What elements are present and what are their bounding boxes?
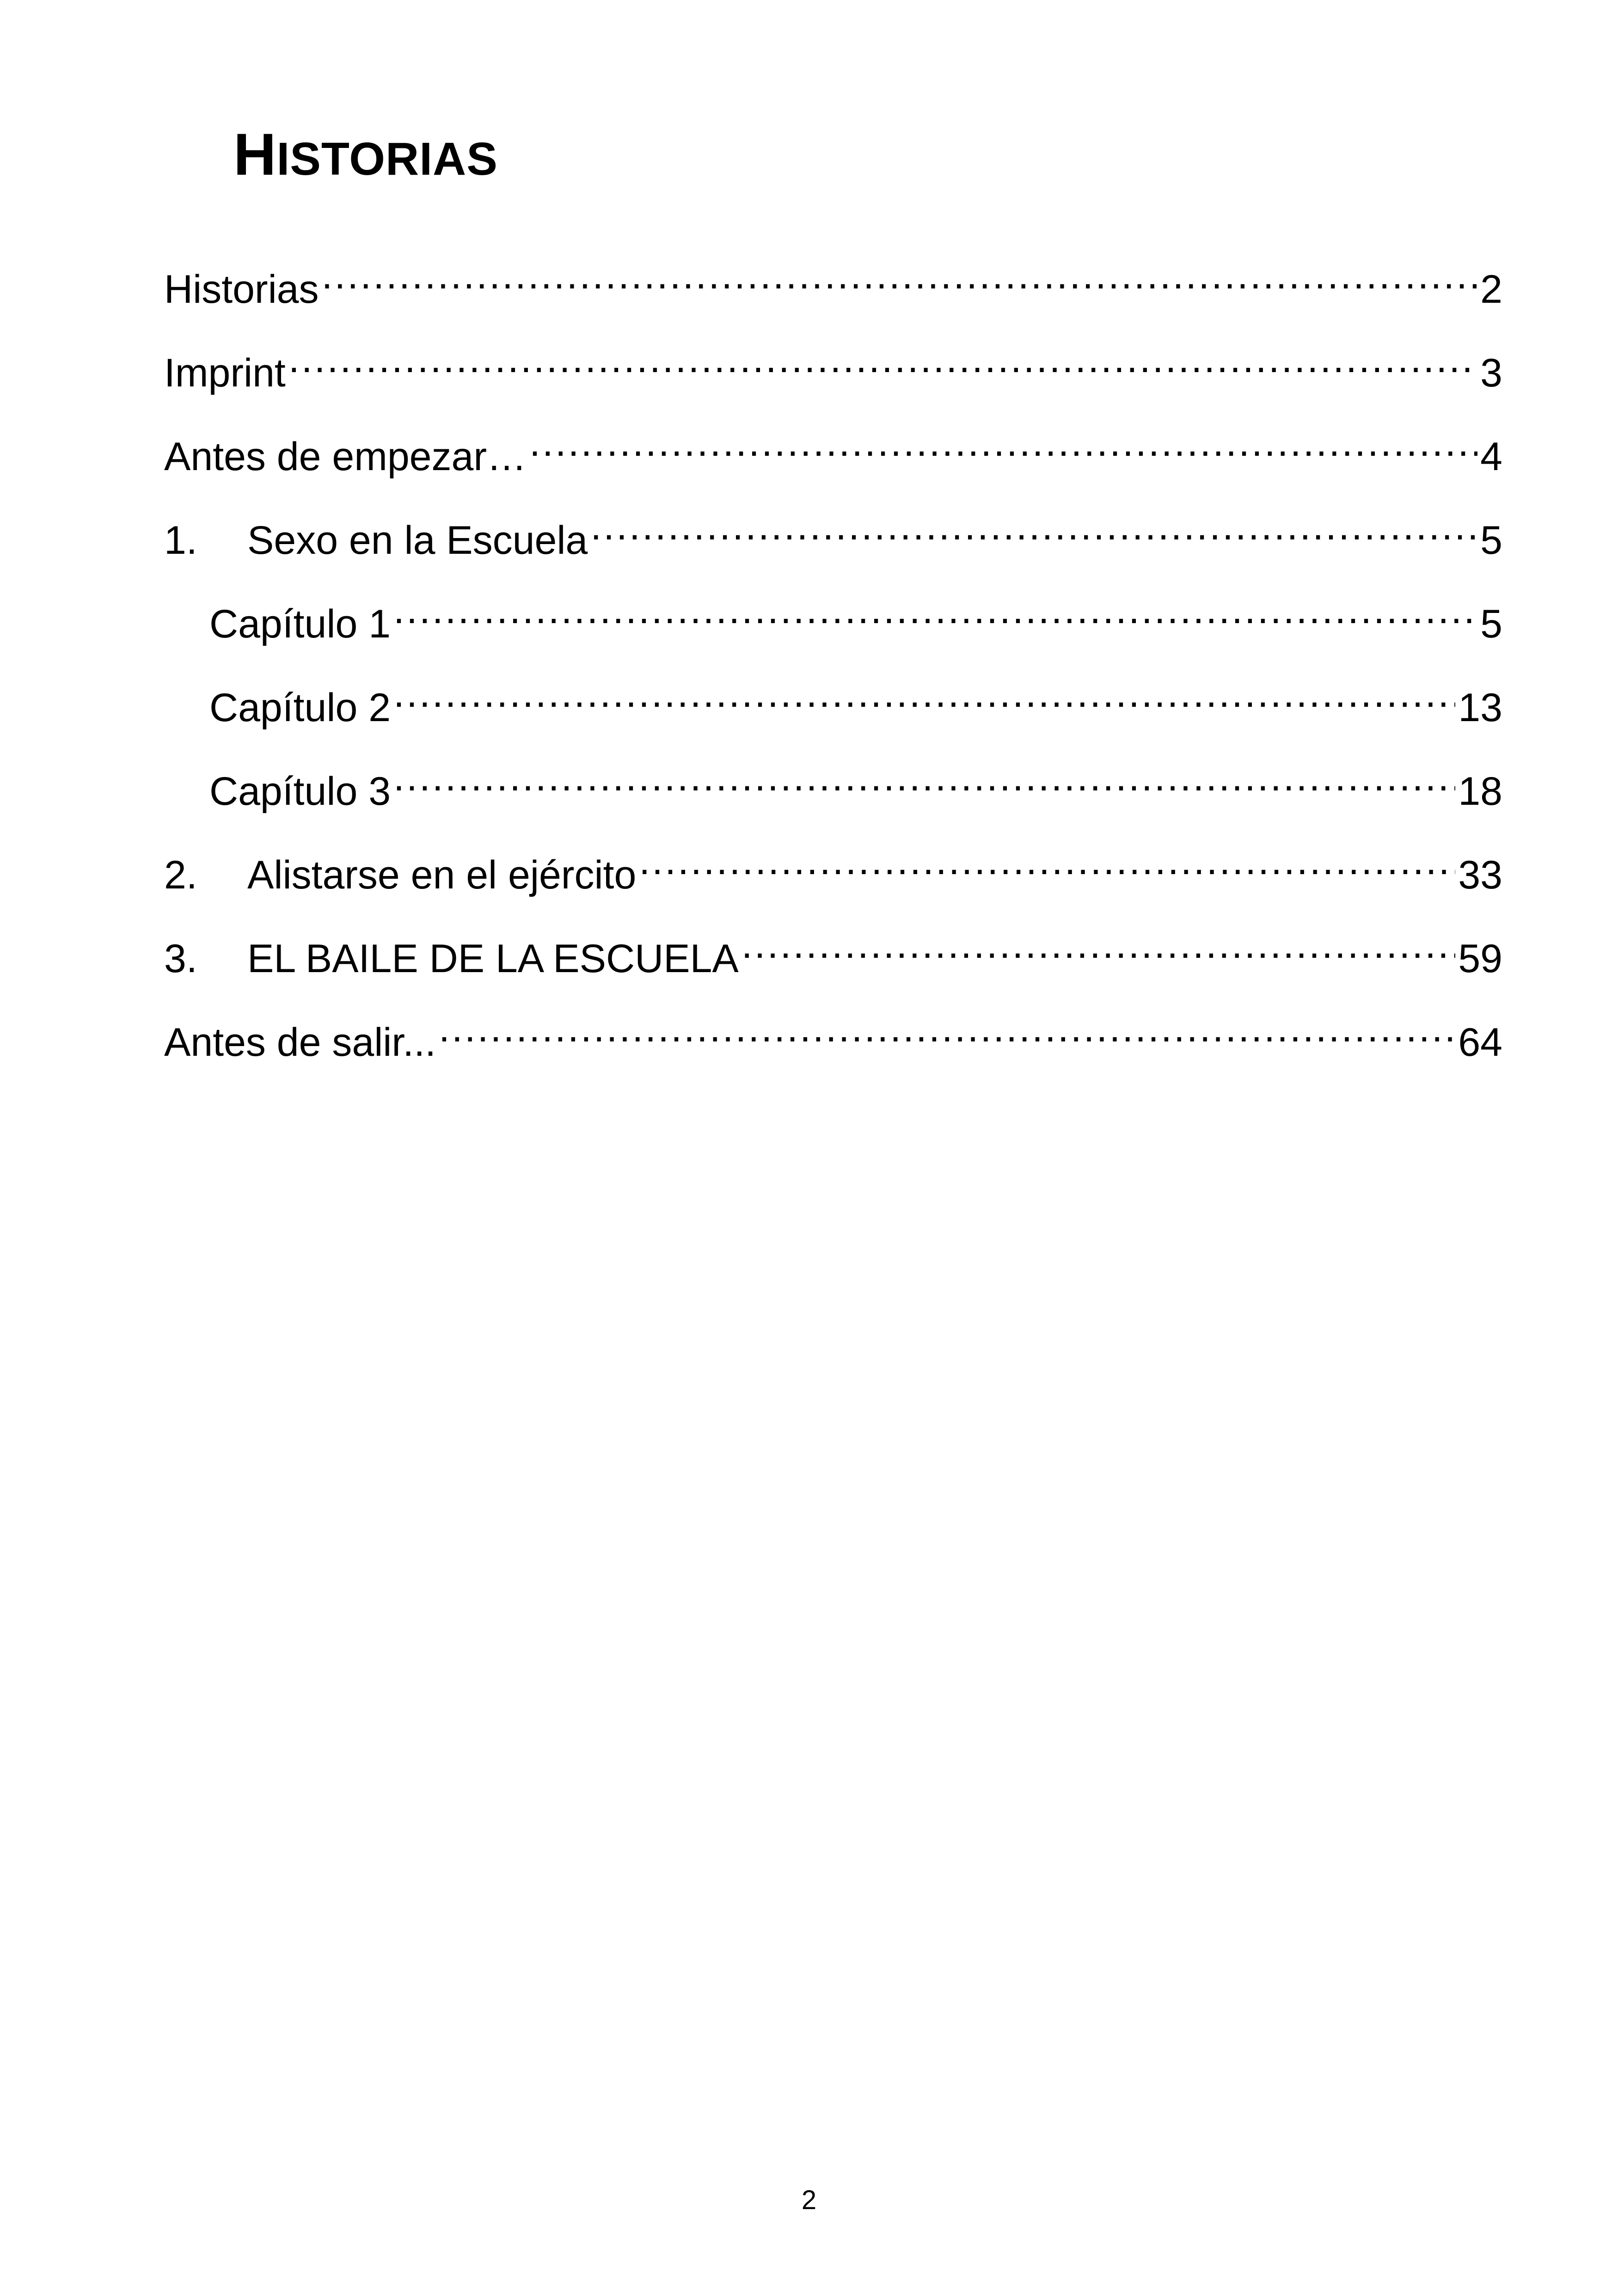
toc-leader-dots	[742, 917, 1456, 972]
toc-leader-dots	[529, 415, 1477, 470]
table-of-contents	[164, 247, 1502, 1084]
toc-entry-label: Capítulo 1	[209, 602, 391, 646]
toc-entry-label: EL BAILE DE LA ESCUELA	[247, 937, 739, 981]
toc-entry-label: Imprint	[164, 351, 286, 395]
toc-entry-label: Capítulo 3	[209, 769, 391, 814]
footer-page-number: 2	[801, 2185, 817, 2215]
page-title-rest: ISTORIAS	[276, 133, 498, 185]
toc-entry-label: Alistarse en el ejército	[247, 853, 637, 897]
toc-entry-label: Antes de empezar…	[164, 435, 527, 479]
toc-entry-page: 13	[1458, 686, 1502, 730]
toc-leader-dots	[322, 247, 1478, 303]
toc-entry-label: Historias	[164, 267, 319, 312]
toc-entry-page: 18	[1458, 769, 1502, 814]
page-title-initial: H	[233, 122, 277, 188]
toc-entry-number: 3.	[164, 937, 197, 981]
toc-entry-antes-de-empezar[interactable]	[164, 415, 1502, 498]
toc-entry-page: 5	[1480, 602, 1502, 646]
toc-leader-dots	[393, 582, 1477, 637]
toc-leader-dots	[288, 331, 1477, 386]
toc-entry-capitulo-2[interactable]	[164, 666, 1502, 749]
toc-entry-page: 59	[1458, 937, 1502, 981]
toc-entry-sexo-en-la-escuela[interactable]	[164, 498, 1502, 582]
toc-entry-antes-de-salir[interactable]	[164, 1000, 1502, 1084]
toc-entry-capitulo-3[interactable]	[164, 749, 1502, 833]
toc-entry-label: Capítulo 2	[209, 686, 391, 730]
toc-leader-dots	[439, 1000, 1455, 1056]
toc-entry-label: Antes de salir...	[164, 1020, 436, 1065]
toc-entry-number: 1.	[164, 518, 197, 563]
toc-leader-dots	[639, 833, 1455, 888]
toc-entry-el-baile-de-la-escuela[interactable]	[164, 917, 1502, 1000]
toc-entry-page: 4	[1480, 435, 1502, 479]
toc-leader-dots	[393, 749, 1455, 805]
toc-entry-number: 2.	[164, 853, 197, 897]
toc-entry-capitulo-1[interactable]	[164, 582, 1502, 666]
toc-entry-page: 3	[1480, 351, 1502, 395]
toc-entry-imprint[interactable]	[164, 331, 1502, 415]
toc-entry-page: 5	[1480, 518, 1502, 563]
toc-entry-alistarse-en-el-ejercito[interactable]	[164, 833, 1502, 917]
toc-leader-dots	[393, 666, 1455, 721]
toc-entry-page: 2	[1480, 267, 1502, 312]
toc-entry-historias[interactable]	[164, 247, 1502, 331]
toc-entry-label: Sexo en la Escuela	[247, 518, 588, 563]
toc-leader-dots	[590, 498, 1477, 554]
page-title	[233, 118, 498, 196]
toc-entry-page: 33	[1458, 853, 1502, 897]
toc-entry-page: 64	[1458, 1020, 1502, 1065]
